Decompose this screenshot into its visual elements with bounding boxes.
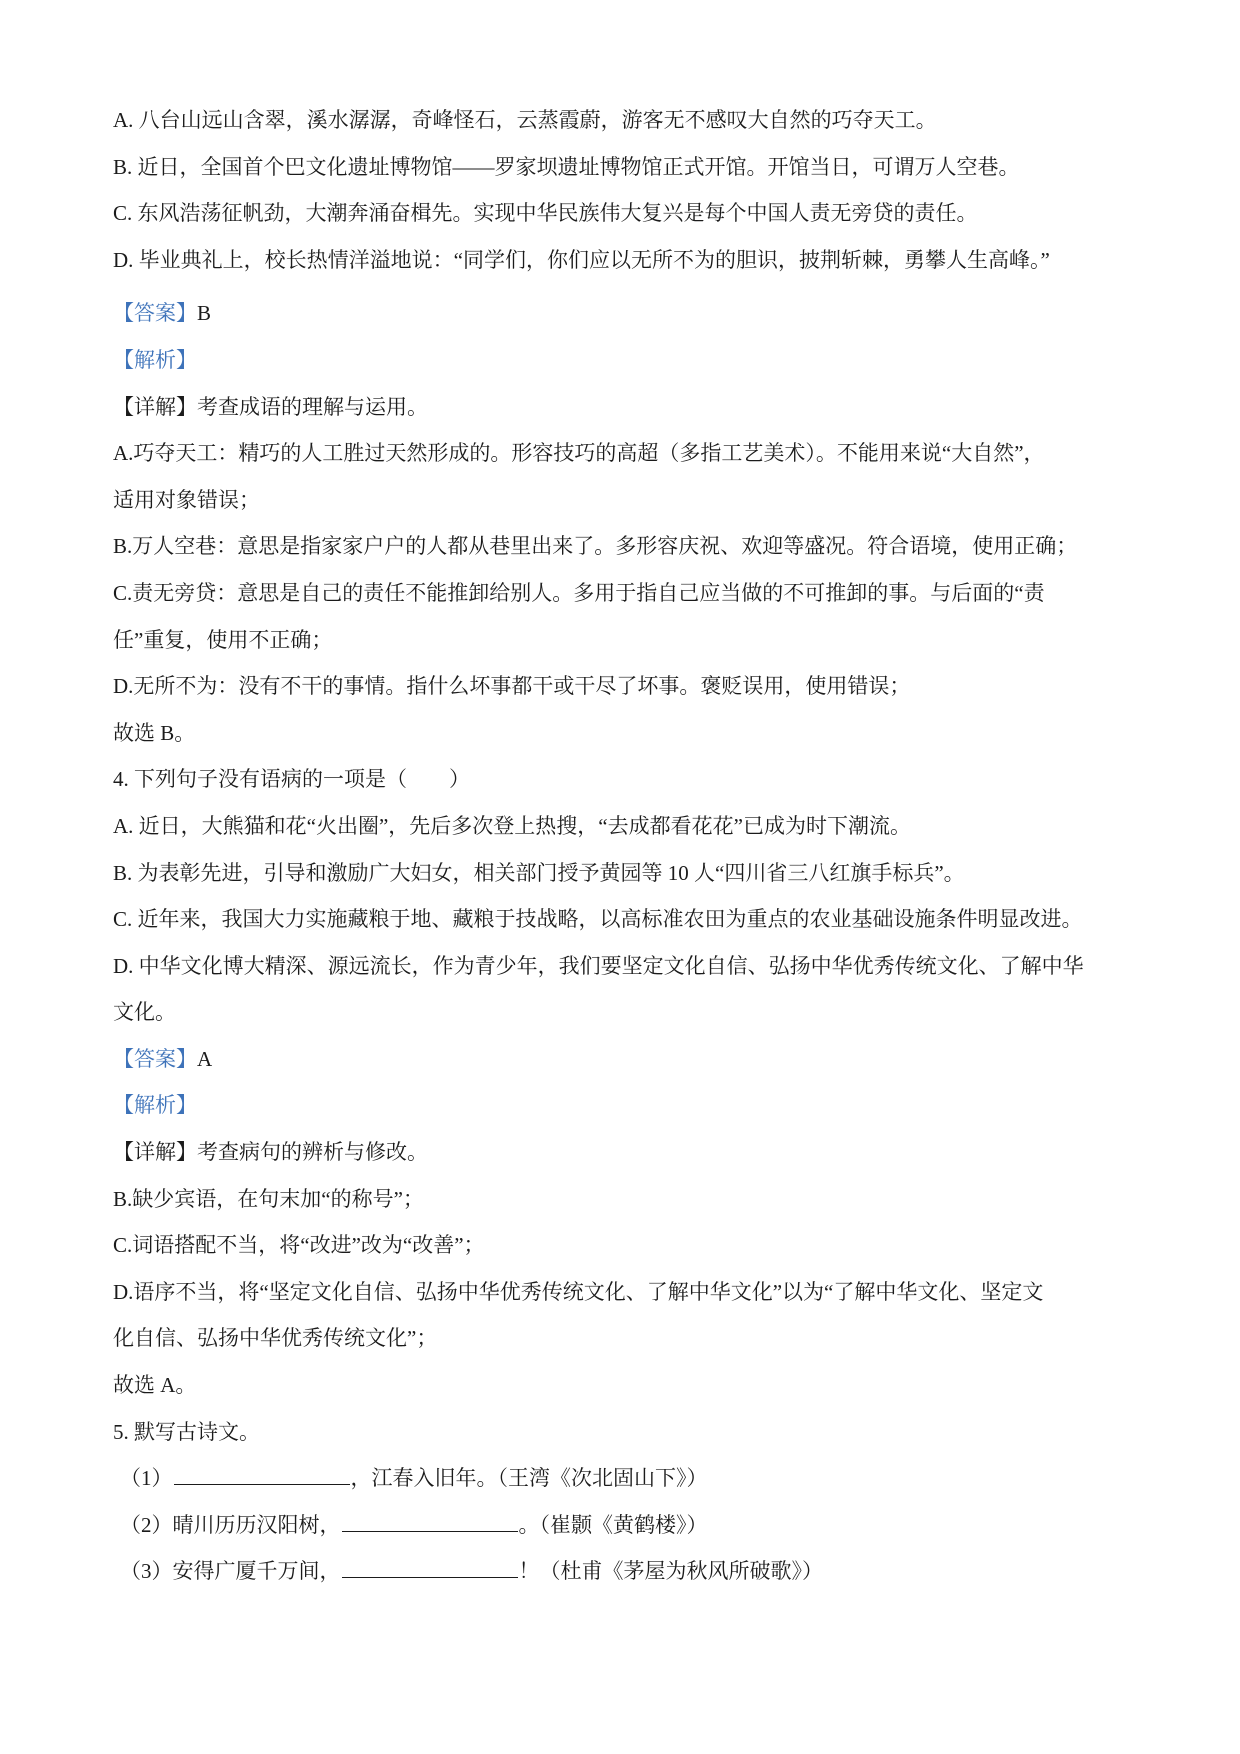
q3-option-d: D. 毕业典礼上，校长热情洋溢地说：“同学们，你们应以无所不为的胆识，披荆斩棘，勇攀人生高峰。” <box>113 247 1050 272</box>
q5-title: 5. 默写古诗文。 <box>113 1419 260 1444</box>
q5-item-1 <box>113 1455 1133 1502</box>
q3-detail-line: 适用对象错误； <box>113 487 260 512</box>
q3-conclusion: 故选 B。 <box>113 720 196 745</box>
q5-item-prefix: （3）安得广厦千万间， <box>120 1559 341 1584</box>
q3-option-a: A. 八台山远山含翠，溪水潺潺，奇峰怪石，云蒸霞蔚，游客无不感叹大自然的巧夺天工。 <box>113 108 937 132</box>
q4-answer <box>113 1036 1133 1083</box>
q4-detail-line: B.缺少宾语，在句末加“的称号”； <box>113 1186 424 1211</box>
q4-option-line: D. 中华文化博大精深、源远流长，作为青少年，我们要坚定文化自信、弘扬中华优秀传统文化、了解中华 <box>113 953 1084 978</box>
fill-in-blank <box>174 1464 350 1485</box>
fill-in-blank <box>342 1511 518 1532</box>
q3-answer <box>113 290 1133 337</box>
q5-item-suffix: 。（崔颢《黄鹤楼》） <box>518 1512 708 1537</box>
q4-title: 4. 下列句子没有语病的一项是（ ） <box>113 767 470 792</box>
q3-detail-line: B.万人空巷：意思是指家家户户的人都从巷里出来了。多形容庆祝、欢迎等盛况。符合语境，使用正确； <box>113 534 1078 559</box>
q4-detail-line: 化自信、弘扬中华优秀传统文化”； <box>113 1326 438 1351</box>
q4-conclusion: 故选 A。 <box>113 1373 197 1398</box>
q5-item-prefix: （2）晴川历历汉阳树， <box>120 1512 341 1537</box>
q3-detail-line: 任”重复，使用不正确； <box>113 627 333 652</box>
q5-item-suffix: ，江春入旧年。（王湾《次北固山下》） <box>350 1466 708 1491</box>
q3-detail-line: 【详解】考查成语的理解与运用。 <box>113 394 428 419</box>
fill-in-blank <box>342 1557 518 1578</box>
q3-detail-line: C.责无旁贷：意思是自己的责任不能推卸给别人。多用于指自己应当做的不可推卸的事。与后面的“责 <box>113 580 1045 605</box>
q5-item-2 <box>113 1502 1133 1549</box>
q3-analysis-label: 【解析】 <box>113 347 197 372</box>
q5-item-prefix: （1） <box>120 1466 173 1491</box>
answer-value: B <box>197 301 212 326</box>
answer-label: 【答案】 <box>113 301 197 326</box>
q5-item-suffix: ！（杜甫《茅屋为秋风所破歌》） <box>518 1559 823 1584</box>
q4-option-line: A. 近日，大熊猫和花“火出圈”，先后多次登上热搜，“去成都看花花”已成为时下潮流。 <box>113 813 911 838</box>
spacer <box>113 283 1133 290</box>
q4-option-line: 文化。 <box>113 1000 176 1025</box>
q3-detail-line: D.无所不为：没有不干的事情。指什么坏事都干或干尽了坏事。褒贬误用，使用错误； <box>113 674 911 699</box>
q3-detail-line: A.巧夺天工：精巧的人工胜过天然形成的。形容技巧的高超（多指工艺美术）。不能用来说“大自然”， <box>113 441 1045 466</box>
q5-item-3 <box>113 1548 1133 1595</box>
q4-detail-line: C.词语搭配不当，将“改进”改为“改善”； <box>113 1233 485 1258</box>
q4-analysis-label: 【解析】 <box>113 1093 197 1118</box>
document-page <box>113 97 1133 1595</box>
q3-option-c: C. 东风浩荡征帆劲，大潮奔涌奋楫先。实现中华民族伟大复兴是每个中国人责无旁贷的责任。 <box>113 201 978 226</box>
q4-option-line: B. 为表彰先进，引导和激励广大妇女，相关部门授予黄园等 10 人“四川省三八红旗手标兵”。 <box>113 860 965 885</box>
answer-label: 【答案】 <box>113 1046 197 1071</box>
answer-value: A <box>197 1046 213 1071</box>
q4-detail-line: 【详解】考查病句的辨析与修改。 <box>113 1140 428 1165</box>
q3-option-b: B. 近日，全国首个巴文化遗址博物馆——罗家坝遗址博物馆正式开馆。开馆当日，可谓万人空巷。 <box>113 154 1020 179</box>
q4-detail-line: D.语序不当，将“坚定文化自信、弘扬中华优秀传统文化、了解中华文化”以为“了解中华文化、坚定文 <box>113 1279 1044 1304</box>
q4-option-line: C. 近年来，我国大力实施藏粮于地、藏粮于技战略，以高标准农田为重点的农业基础设施条件明显改进。 <box>113 907 1083 932</box>
